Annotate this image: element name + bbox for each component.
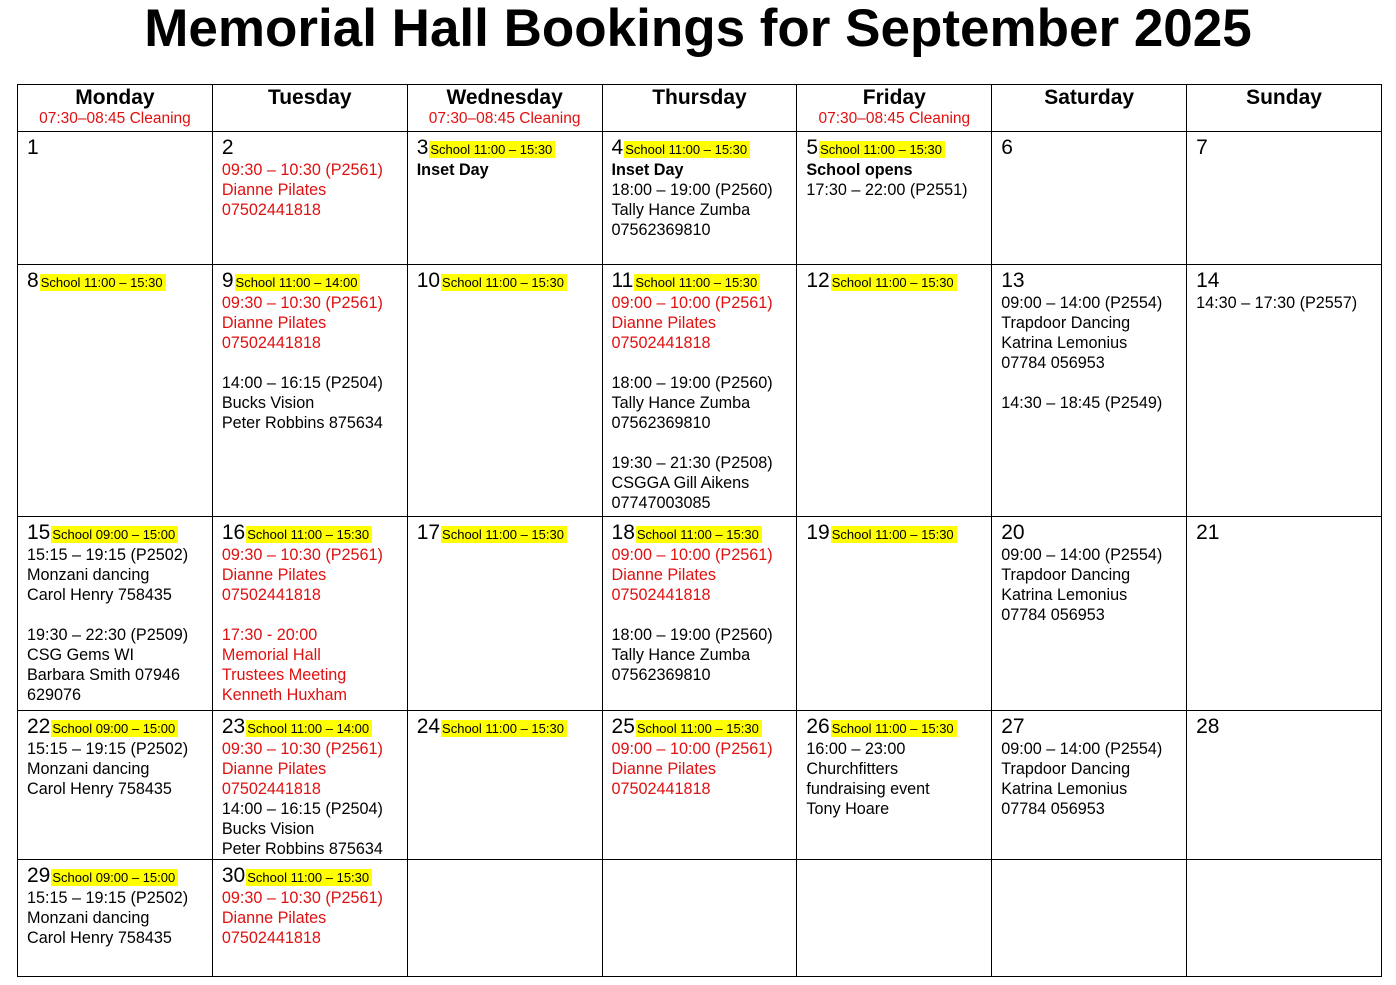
- day-number: 21: [1196, 521, 1220, 544]
- weekday-name: Tuesday: [267, 86, 352, 109]
- booking-line: 07784 056953: [1001, 606, 1105, 624]
- booking-line: 07562369810: [611, 414, 711, 432]
- booking-line: 07502441818: [221, 780, 321, 798]
- calendar-table: [17, 84, 1382, 977]
- day-number: 15: [27, 521, 51, 544]
- booking-line: Katrina Lemonius: [1001, 334, 1128, 352]
- booking-line: 18:00 – 19:00 (P2560): [611, 181, 773, 199]
- booking-line: fundraising event: [806, 780, 930, 798]
- day-cell-9: [212, 265, 407, 517]
- day-cell-4: [602, 132, 797, 265]
- day-number: 18: [611, 521, 635, 544]
- booking-line: 17:30 – 22:00 (P2551): [806, 181, 968, 199]
- day-cell-16: [212, 517, 407, 711]
- weekday-name: Monday: [75, 86, 155, 109]
- weekday-name: Saturday: [1044, 86, 1135, 109]
- day-number: 8: [27, 269, 39, 292]
- day-number: 10: [416, 269, 441, 292]
- booking-line: 17:30 - 20:00: [221, 626, 318, 644]
- day-cell-13: [992, 265, 1187, 517]
- day-cell-18: [602, 517, 797, 711]
- day-cell-24: [407, 711, 602, 860]
- booking-line: Dianne Pilates: [221, 909, 327, 927]
- day-cell-14: [1187, 265, 1382, 517]
- week-row: [18, 711, 1382, 860]
- booking-line: Dianne Pilates: [611, 314, 716, 332]
- day-number: 26: [806, 715, 830, 738]
- school-hours-badge: School 09:00 – 15:00: [51, 869, 178, 886]
- week-row: [18, 132, 1382, 265]
- booking-line: 07502441818: [221, 586, 321, 604]
- weekday-header-row: [18, 85, 1382, 132]
- cleaning-note: 07:30–08:45 Cleaning: [39, 110, 191, 127]
- booking-line: Peter Robbins 875634: [221, 414, 383, 432]
- day-cell-20: [992, 517, 1187, 711]
- booking-line: 14:00 – 16:15 (P2504): [221, 374, 383, 392]
- booking-line: Dianne Pilates: [611, 566, 716, 584]
- booking-line: Churchfitters: [806, 760, 899, 778]
- day-cell-22: [18, 711, 213, 860]
- booking-line: 15:15 – 19:15 (P2502): [27, 889, 189, 907]
- day-cell-17: [407, 517, 602, 711]
- day-cell-6: [992, 132, 1187, 265]
- school-hours-badge: School 11:00 – 14:00: [235, 274, 361, 291]
- school-hours-badge: School 11:00 – 15:30: [831, 526, 957, 543]
- day-number: 19: [806, 521, 830, 544]
- booking-line: 15:15 – 19:15 (P2502): [27, 740, 189, 758]
- day-number: 7: [1196, 136, 1208, 159]
- day-number: 25: [611, 715, 635, 738]
- empty-day-cell: [797, 860, 992, 977]
- booking-line: 09:00 – 14:00 (P2554): [1001, 294, 1163, 312]
- booking-line: Dianne Pilates: [221, 760, 327, 778]
- booking-line: 07562369810: [611, 666, 711, 684]
- booking-line: 09:00 – 10:00 (P2561): [611, 740, 773, 758]
- booking-line: Barbara Smith 07946: [27, 666, 180, 684]
- booking-line: Dianne Pilates: [221, 314, 327, 332]
- day-number: 13: [1001, 269, 1025, 292]
- school-hours-badge: School 11:00 – 15:30: [634, 274, 760, 291]
- day-cell-3: [407, 132, 602, 265]
- day-number: 23: [221, 715, 246, 738]
- day-number: 5: [806, 136, 819, 159]
- school-hours-badge: School 11:00 – 14:00: [246, 720, 372, 737]
- day-cell-28: [1187, 711, 1382, 860]
- booking-line: Trapdoor Dancing: [1001, 314, 1131, 332]
- booking-line: Monzani dancing: [27, 566, 150, 584]
- booking-line: 07502441818: [611, 780, 711, 798]
- day-number: 22: [27, 715, 51, 738]
- empty-day-cell: [602, 860, 797, 977]
- booking-line: Inset Day: [611, 161, 684, 179]
- booking-line: 07502441818: [611, 334, 711, 352]
- day-number: 17: [416, 521, 441, 544]
- weekday-header-thursday: [602, 85, 797, 132]
- day-cell-29: [18, 860, 213, 977]
- booking-line: Kenneth Huxham: [221, 686, 347, 704]
- booking-line: 07502441818: [221, 201, 321, 219]
- spacer: [222, 353, 407, 373]
- day-cell-10: [407, 265, 602, 517]
- school-hours-badge: School 11:00 – 15:30: [831, 720, 957, 737]
- booking-line: Carol Henry 758435: [27, 929, 172, 947]
- weekday-name: Friday: [862, 86, 926, 109]
- booking-line: Tony Hoare: [806, 800, 890, 818]
- booking-line: Katrina Lemonius: [1001, 586, 1128, 604]
- booking-line: Memorial Hall: [221, 646, 321, 664]
- spacer: [1001, 373, 1186, 393]
- booking-line: 09:30 – 10:30 (P2561): [221, 889, 383, 907]
- booking-line: 18:00 – 19:00 (P2560): [611, 626, 773, 644]
- day-number: 20: [1001, 521, 1025, 544]
- booking-line: 14:00 – 16:15 (P2504): [221, 800, 383, 818]
- booking-line: 09:00 – 14:00 (P2554): [1001, 546, 1163, 564]
- school-hours-badge: School 11:00 – 15:30: [246, 526, 372, 543]
- day-number: 24: [416, 715, 441, 738]
- day-cell-11: [602, 265, 797, 517]
- booking-line: 629076: [27, 686, 82, 704]
- day-number: 28: [1196, 715, 1220, 738]
- cleaning-note: 07:30–08:45 Cleaning: [428, 110, 581, 127]
- booking-line: Bucks Vision: [221, 394, 315, 412]
- school-hours-badge: School 11:00 – 15:30: [819, 141, 945, 158]
- booking-line: Tally Hance Zumba: [611, 394, 751, 412]
- booking-line: 07502441818: [221, 929, 321, 947]
- booking-line: 15:15 – 19:15 (P2502): [27, 546, 189, 564]
- booking-line: CSG Gems WI: [27, 646, 135, 664]
- school-hours-badge: School 11:00 – 15:30: [441, 720, 567, 737]
- booking-line: 09:30 – 10:30 (P2561): [221, 546, 383, 564]
- empty-day-cell: [992, 860, 1187, 977]
- week-row: [18, 517, 1382, 711]
- day-number: 27: [1001, 715, 1025, 738]
- page-title: Memorial Hall Bookings for September 2025: [144, 0, 1252, 58]
- school-hours-badge: School 11:00 – 15:30: [441, 526, 567, 543]
- booking-line: Katrina Lemonius: [1001, 780, 1128, 798]
- booking-line: School opens: [806, 161, 913, 179]
- weekday-name: Thursday: [652, 86, 747, 109]
- school-hours-badge: School 11:00 – 15:30: [40, 274, 166, 291]
- booking-line: 07784 056953: [1001, 354, 1105, 372]
- booking-line: 09:30 – 10:30 (P2561): [221, 161, 383, 179]
- weekday-header-saturday: [992, 85, 1187, 132]
- booking-line: 19:30 – 21:30 (P2508): [611, 454, 773, 472]
- day-cell-7: [1187, 132, 1382, 265]
- day-number: 3: [416, 136, 429, 159]
- booking-line: 07502441818: [611, 586, 711, 604]
- day-number: 16: [221, 521, 246, 544]
- day-number: 1: [27, 136, 39, 159]
- booking-line: 09:00 – 14:00 (P2554): [1001, 740, 1163, 758]
- school-hours-badge: School 11:00 – 15:30: [624, 141, 750, 158]
- booking-line: Dianne Pilates: [611, 760, 716, 778]
- day-cell-19: [797, 517, 992, 711]
- weekday-header-monday: [18, 85, 213, 132]
- spacer: [222, 605, 407, 625]
- booking-line: Carol Henry 758435: [27, 780, 172, 798]
- cleaning-note: 07:30–08:45 Cleaning: [818, 110, 971, 127]
- day-number: 2: [221, 136, 234, 159]
- school-hours-badge: School 11:00 – 15:30: [636, 526, 762, 543]
- calendar-body: [18, 132, 1382, 977]
- weekday-header-friday: [797, 85, 992, 132]
- booking-line: 07562369810: [611, 221, 711, 239]
- day-cell-5: [797, 132, 992, 265]
- booking-line: Peter Robbins 875634: [221, 840, 383, 858]
- day-cell-23: [212, 711, 407, 860]
- booking-line: Trapdoor Dancing: [1001, 566, 1131, 584]
- school-hours-badge: School 11:00 – 15:30: [429, 141, 555, 158]
- day-cell-21: [1187, 517, 1382, 711]
- booking-line: 14:30 – 17:30 (P2557): [1196, 294, 1358, 312]
- weekday-header-sunday: [1187, 85, 1382, 132]
- day-cell-2: [212, 132, 407, 265]
- day-cell-25: [602, 711, 797, 860]
- day-cell-27: [992, 711, 1187, 860]
- day-number: 14: [1196, 269, 1220, 292]
- booking-line: Trustees Meeting: [221, 666, 347, 684]
- weekday-header-wednesday: [407, 85, 602, 132]
- booking-line: Trapdoor Dancing: [1001, 760, 1131, 778]
- booking-line: 16:00 – 23:00: [806, 740, 906, 758]
- booking-line: Carol Henry 758435: [27, 586, 172, 604]
- booking-line: Dianne Pilates: [221, 566, 327, 584]
- booking-line: 09:30 – 10:30 (P2561): [221, 294, 383, 312]
- weekday-name: Wednesday: [446, 86, 563, 109]
- school-hours-badge: School 11:00 – 15:30: [831, 274, 957, 291]
- day-number: 9: [221, 269, 234, 292]
- booking-line: 07502441818: [221, 334, 321, 352]
- empty-day-cell: [407, 860, 602, 977]
- weekday-header-tuesday: [212, 85, 407, 132]
- booking-line: 09:30 – 10:30 (P2561): [221, 740, 383, 758]
- booking-line: Bucks Vision: [221, 820, 315, 838]
- day-number: 11: [611, 269, 634, 292]
- day-cell-8: [18, 265, 213, 517]
- day-number: 4: [611, 136, 624, 159]
- booking-line: 09:00 – 10:00 (P2561): [611, 294, 773, 312]
- booking-line: Monzani dancing: [27, 909, 150, 927]
- booking-line: Tally Hance Zumba: [611, 201, 751, 219]
- day-number: 12: [806, 269, 830, 292]
- spacer: [612, 433, 797, 453]
- school-hours-badge: School 09:00 – 15:00: [51, 526, 178, 543]
- school-hours-badge: School 11:00 – 15:30: [246, 869, 372, 886]
- booking-line: 07784 056953: [1001, 800, 1105, 818]
- booking-line: Dianne Pilates: [221, 181, 327, 199]
- booking-line: 18:00 – 19:00 (P2560): [611, 374, 773, 392]
- booking-line: Tally Hance Zumba: [611, 646, 751, 664]
- week-row: [18, 265, 1382, 517]
- day-cell-15: [18, 517, 213, 711]
- booking-line: CSGGA Gill Aikens: [611, 474, 750, 492]
- day-number: 6: [1001, 136, 1013, 159]
- booking-line: 09:00 – 10:00 (P2561): [611, 546, 773, 564]
- booking-line: 19:30 – 22:30 (P2509): [27, 626, 189, 644]
- booking-line: 07747003085: [611, 494, 711, 512]
- spacer: [612, 605, 797, 625]
- weekday-name: Sunday: [1246, 86, 1322, 109]
- spacer: [27, 605, 212, 625]
- day-number: 30: [221, 864, 246, 887]
- day-cell-12: [797, 265, 992, 517]
- booking-line: Monzani dancing: [27, 760, 150, 778]
- empty-day-cell: [1187, 860, 1382, 977]
- week-row: [18, 860, 1382, 977]
- day-number: 29: [27, 864, 51, 887]
- school-hours-badge: School 11:00 – 15:30: [636, 720, 762, 737]
- day-cell-1: [18, 132, 213, 265]
- day-cell-30: [212, 860, 407, 977]
- school-hours-badge: School 09:00 – 15:00: [51, 720, 178, 737]
- booking-line: 14:30 – 18:45 (P2549): [1001, 394, 1163, 412]
- school-hours-badge: School 11:00 – 15:30: [441, 274, 567, 291]
- booking-line: Inset Day: [416, 161, 489, 179]
- spacer: [612, 353, 797, 373]
- day-cell-26: [797, 711, 992, 860]
